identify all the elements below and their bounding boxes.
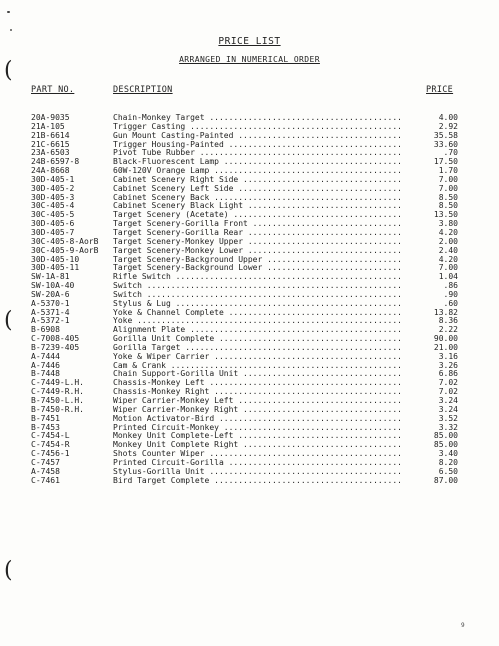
table-row — [0, 432, 499, 441]
description-cell: Monkey Unit Complete-Left ..... — [113, 432, 411, 441]
table-row — [0, 132, 499, 141]
table-row — [0, 441, 499, 450]
part-number-cell: C-7454-L — [31, 431, 70, 441]
price-cell: 3.80 — [400, 220, 458, 229]
price-cell: .70 — [400, 149, 458, 158]
description-cell: Printed Circuit-Monkey ..... — [113, 424, 411, 433]
binder-hole-mark: ( — [4, 308, 13, 333]
price-cell: 7.00 — [400, 185, 458, 194]
binder-hole-mark: ( — [4, 58, 13, 83]
table-row — [0, 123, 499, 132]
description-cell: 60W-120V Orange Lamp ..... — [113, 167, 411, 176]
price-cell: 3.24 — [400, 397, 458, 406]
table-row — [0, 211, 499, 220]
price-cell: 7.02 — [400, 388, 458, 397]
price-cell: .60 — [400, 300, 458, 309]
description-cell: Black-Fluorescent Lamp ..... — [113, 158, 411, 167]
table-row — [0, 114, 499, 123]
description-cell: Stylus-Gorilla Unit ..... — [113, 468, 411, 477]
part-number-cell: A-5370-1 — [31, 298, 70, 308]
page-subtitle: ARRANGED IN NUMERICAL ORDER — [179, 55, 320, 64]
table-row — [0, 158, 499, 167]
price-cell: 87.00 — [400, 477, 458, 486]
part-number-cell: 30C-405-8-AorB — [31, 236, 99, 246]
description-cell: Yoke ..... — [113, 317, 411, 326]
description-cell: Printed Circuit-Gorilla ..... — [113, 459, 411, 468]
table-row — [0, 450, 499, 459]
description-cell: Chain-Monkey Target ..... — [113, 114, 411, 123]
table-row — [0, 185, 499, 194]
part-number-cell: C-7461 — [31, 475, 60, 485]
part-number-cell: 23A-6503 — [31, 148, 70, 158]
price-cell: 21.00 — [400, 344, 458, 353]
part-number-cell: 30C-405-5 — [31, 210, 75, 220]
price-cell: 6.86 — [400, 370, 458, 379]
column-header-part: PART NO. — [31, 85, 75, 95]
part-number-cell: A-5371-4 — [31, 307, 70, 317]
description-cell: Gun Mount Casting-Painted ..... — [113, 132, 411, 141]
price-cell: 2.40 — [400, 247, 458, 256]
price-cell: 13.50 — [400, 211, 458, 220]
table-row — [0, 167, 499, 176]
part-number-cell: A-5372-1 — [31, 316, 70, 326]
part-number-cell: C-7449-L.H. — [31, 378, 84, 388]
table-row — [0, 273, 499, 282]
price-cell: 2.00 — [400, 238, 458, 247]
price-cell: 3.40 — [400, 450, 458, 459]
part-number-cell: C-7457 — [31, 457, 60, 467]
description-cell: Pivot Tube Rubber ..... — [113, 149, 411, 158]
price-cell: 4.20 — [400, 229, 458, 238]
description-cell: Gorilla Unit Complete ..... — [113, 335, 411, 344]
description-cell: Bird Target Complete ..... — [113, 477, 411, 486]
description-cell: Switch ..... — [113, 291, 411, 300]
page-title: PRICE LIST — [218, 36, 281, 47]
part-number-cell: 21C-6615 — [31, 139, 70, 149]
part-number-cell: 30C-405-9-AorB — [31, 245, 99, 255]
table-row — [0, 300, 499, 309]
part-number-cell: C-7449-R.H. — [31, 387, 84, 397]
description-cell: Cabinet Scenery Left Side ..... — [113, 185, 411, 194]
price-cell: 8.50 — [400, 202, 458, 211]
table-row — [0, 264, 499, 273]
description-cell: Shots Counter Wiper ..... — [113, 450, 411, 459]
table-row — [0, 291, 499, 300]
price-cell: 1.70 — [400, 167, 458, 176]
price-cell: 3.32 — [400, 424, 458, 433]
part-number-cell: A-7458 — [31, 466, 60, 476]
price-cell: 8.20 — [400, 459, 458, 468]
description-cell: Trigger Housing-Painted ..... — [113, 141, 411, 150]
part-number-cell: 20A-9035 — [31, 113, 70, 122]
table-row — [0, 424, 499, 433]
description-cell: Target Scenery-Monkey Upper ..... — [113, 238, 411, 247]
price-cell: 2.22 — [400, 326, 458, 335]
description-cell: Cabinet Scenery Black Light ..... — [113, 202, 411, 211]
speck-mark — [7, 11, 10, 13]
part-number-cell: B-7450-L.H. — [31, 396, 84, 405]
part-number-cell: B-7453 — [31, 422, 60, 432]
price-list-table — [0, 114, 499, 485]
price-cell: 7.00 — [400, 264, 458, 273]
description-cell: Target Scenery-Background Lower ..... — [113, 264, 411, 273]
price-cell: 1.04 — [400, 273, 458, 282]
table-row — [0, 344, 499, 353]
price-cell: 7.00 — [400, 176, 458, 185]
table-row — [0, 176, 499, 185]
part-number-cell: 30D-405-3 — [31, 192, 75, 202]
description-cell: Chain Support-Gorilla Unit ..... — [113, 370, 411, 379]
table-row — [0, 282, 499, 291]
description-cell: Yoke & Channel Complete ..... — [113, 309, 411, 318]
price-cell: 4.20 — [400, 256, 458, 265]
price-cell: 7.02 — [400, 379, 458, 388]
part-number-cell: B-6908 — [31, 325, 60, 335]
part-number-cell: 21B-6614 — [31, 130, 70, 140]
description-cell: Cam & Crank ..... — [113, 362, 411, 371]
price-cell: 33.60 — [400, 141, 458, 150]
description-cell: Wiper Carrier-Monkey Right ..... — [113, 406, 411, 415]
table-row — [0, 220, 499, 229]
binder-hole-mark: ( — [4, 558, 13, 583]
part-number-cell: 30D-405-2 — [31, 183, 75, 193]
part-number-cell: 30C-405-4 — [31, 201, 75, 211]
part-number-cell: 30D-405-11 — [31, 263, 80, 273]
part-number-cell: SW-1A-81 — [31, 272, 70, 282]
part-number-cell: 30D-405-10 — [31, 254, 80, 264]
price-cell: 17.50 — [400, 158, 458, 167]
price-cell: 85.00 — [400, 441, 458, 450]
table-row — [0, 459, 499, 468]
price-cell: 85.00 — [400, 432, 458, 441]
price-cell: .90 — [400, 291, 458, 300]
part-number-cell: B-7450-R.H. — [31, 404, 84, 414]
price-cell: 3.52 — [400, 415, 458, 424]
price-cell: 8.36 — [400, 317, 458, 326]
page-number: 9 — [461, 622, 465, 629]
column-header-description: DESCRIPTION — [113, 85, 173, 95]
part-number-cell: 21A-105 — [31, 121, 65, 131]
description-cell: Target Scenery-Gorilla Front ..... — [113, 220, 411, 229]
description-cell: Stylus & Lug ..... — [113, 300, 411, 309]
description-cell: Monkey Unit Complete Right ..... — [113, 441, 411, 450]
part-number-cell: C-7008-405 — [31, 334, 80, 344]
price-cell: 3.16 — [400, 353, 458, 362]
table-row — [0, 194, 499, 203]
description-cell: Target Scenery-Background Upper ..... — [113, 256, 411, 265]
description-cell: Yoke & Wiper Carrier ..... — [113, 353, 411, 362]
part-number-cell: A-7446 — [31, 360, 60, 370]
description-cell: Switch ..... — [113, 282, 411, 291]
table-row — [0, 317, 499, 326]
table-row — [0, 202, 499, 211]
part-number-cell: 30D-405-6 — [31, 219, 75, 229]
part-number-cell: C-7456-1 — [31, 449, 70, 459]
table-row — [0, 141, 499, 150]
price-cell: .86 — [400, 282, 458, 291]
part-number-cell: SW-10A-40 — [31, 281, 75, 291]
part-number-cell: 24A-8668 — [31, 166, 70, 176]
description-cell: Wiper Carrier-Monkey Left ..... — [113, 397, 411, 406]
part-number-cell: B-7451 — [31, 413, 60, 423]
price-cell: 90.00 — [400, 335, 458, 344]
table-row — [0, 406, 499, 415]
part-number-cell: B-7239-405 — [31, 342, 80, 352]
description-cell: Chassis-Monkey Right ..... — [113, 388, 411, 397]
description-cell: Cabinet Scenery Right Side ..... — [113, 176, 411, 185]
price-cell: 3.24 — [400, 406, 458, 415]
table-row — [0, 415, 499, 424]
table-row — [0, 477, 499, 486]
description-cell: Target Scenery (Acetate) ..... — [113, 211, 411, 220]
description-cell: Motion Activator-Bird ..... — [113, 415, 411, 424]
part-number-cell: A-7444 — [31, 351, 60, 361]
part-number-cell: C-7454-R — [31, 440, 70, 450]
table-row — [0, 309, 499, 318]
description-cell: Gorilla Target ..... — [113, 344, 411, 353]
table-row — [0, 362, 499, 371]
part-number-cell: 30D-405-7 — [31, 227, 75, 237]
part-number-cell: 24B-6597-8 — [31, 157, 80, 167]
price-cell: 35.58 — [400, 132, 458, 141]
description-cell: Target Scenery-Gorilla Rear ..... — [113, 229, 411, 238]
part-number-cell: 30D-405-1 — [31, 174, 75, 184]
description-cell: Target Scenery-Monkey Lower ..... — [113, 247, 411, 256]
table-row — [0, 468, 499, 477]
price-cell: 8.50 — [400, 194, 458, 203]
price-cell: 2.92 — [400, 123, 458, 132]
description-cell: Rifle Switch ..... — [113, 273, 411, 282]
column-header-price: PRICE — [426, 85, 454, 95]
price-cell: 6.50 — [400, 468, 458, 477]
part-number-cell: SW-20A-6 — [31, 289, 70, 299]
part-number-cell: B-7448 — [31, 369, 60, 379]
description-cell: Alignment Plate ..... — [113, 326, 411, 335]
description-cell: Chassis-Monkey Left ..... — [113, 379, 411, 388]
description-cell: Trigger Casting ..... — [113, 123, 411, 132]
price-cell: 3.26 — [400, 362, 458, 371]
table-row — [0, 353, 499, 362]
price-cell: 13.82 — [400, 309, 458, 318]
speck-mark — [10, 29, 12, 31]
price-cell: 4.00 — [400, 114, 458, 123]
description-cell: Cabinet Scenery Back ..... — [113, 194, 411, 203]
